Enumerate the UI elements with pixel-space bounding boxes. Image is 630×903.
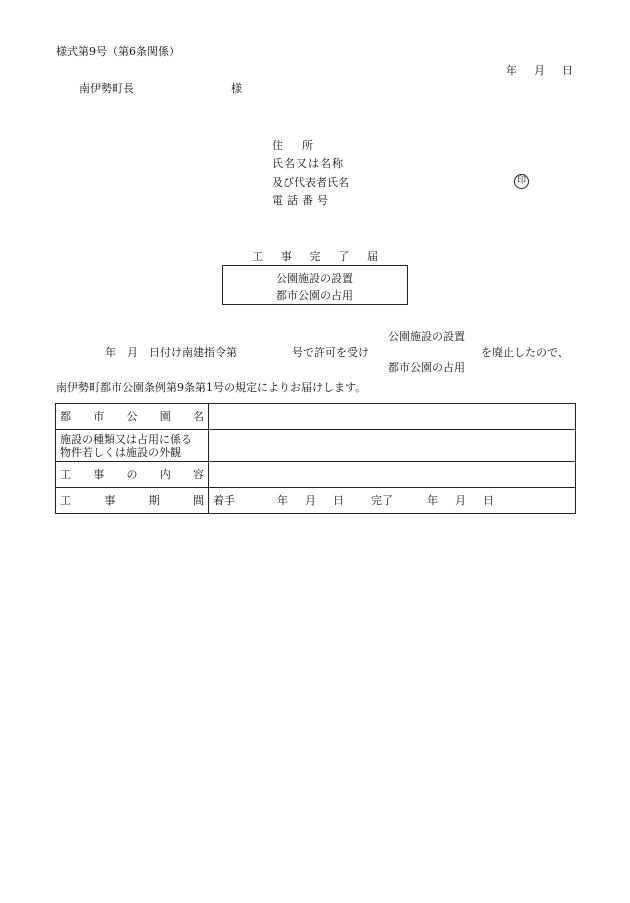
table-row xyxy=(56,430,576,462)
label-char: の xyxy=(126,468,138,481)
label-char: 名 xyxy=(193,410,204,423)
table-row xyxy=(56,404,576,430)
title-char: 届 xyxy=(367,250,378,263)
seal-mark xyxy=(514,174,529,189)
label-char: 事 xyxy=(93,468,105,481)
honorific: 様 xyxy=(231,82,242,95)
title-char: 完 xyxy=(309,250,321,263)
title-option-bottom: 都市公園の占用 xyxy=(276,289,353,302)
addressee: 南伊勢町長 xyxy=(79,82,134,95)
park-name-label xyxy=(56,404,209,430)
seal-label: 印 xyxy=(516,176,526,186)
body-regulation-line: 南伊勢町都市公園条例第9条第1号の規定によりお届けします。 xyxy=(56,381,367,394)
representative-label: 及び代表者氏名 xyxy=(272,176,349,189)
start-label: 着手 xyxy=(213,494,235,507)
label-char: 容 xyxy=(193,468,204,481)
label-char: 公 xyxy=(126,410,138,423)
label-char: 工 xyxy=(60,494,71,507)
body-number-part: 号で許可を受け xyxy=(292,346,369,359)
body-option-bottom: 都市公園の占用 xyxy=(388,361,465,374)
label-char: 事 xyxy=(104,494,116,507)
facility-type-field[interactable] xyxy=(209,430,576,462)
work-content-label xyxy=(56,462,209,488)
address-label: 住 所 xyxy=(272,139,317,152)
work-content-field[interactable] xyxy=(209,462,576,488)
work-period-label xyxy=(56,488,209,514)
end-label: 完了 xyxy=(371,494,393,507)
label-char: 内 xyxy=(159,468,171,481)
title-char: 事 xyxy=(280,250,292,263)
body-closing-part: を廃止したので、 xyxy=(481,346,569,359)
phone-label: 電話番号 xyxy=(272,194,332,207)
date-line: 年 月 日 xyxy=(506,64,576,77)
table-row xyxy=(56,462,576,488)
work-period-field[interactable] xyxy=(209,488,576,514)
title-char: 工 xyxy=(252,250,263,263)
form-table xyxy=(55,403,576,514)
form-number: 様式第9号（第6条関係） xyxy=(56,45,180,58)
name-label: 氏名又は名称 xyxy=(272,157,344,170)
label-char: 期 xyxy=(148,494,160,507)
end-date: 年 月 日 xyxy=(427,494,497,507)
title-option-top: 公園施設の設置 xyxy=(276,272,353,285)
facility-type-label-line2: 物件若しくは施設の外観 xyxy=(60,445,181,459)
label-char: 工 xyxy=(60,468,71,481)
label-char: 園 xyxy=(159,410,171,423)
facility-type-label-line1: 施設の種類又は占用に係る xyxy=(60,432,192,446)
body-date-part: 年 月 日付け南建指令第 xyxy=(105,346,237,359)
body-option-top: 公園施設の設置 xyxy=(388,330,465,343)
label-char: 市 xyxy=(93,410,105,423)
start-date: 年 月 日 xyxy=(277,494,347,507)
title-char: 了 xyxy=(338,250,350,263)
table-row xyxy=(56,488,576,514)
facility-type-label xyxy=(56,430,209,462)
park-name-field[interactable] xyxy=(209,404,576,430)
label-char: 都 xyxy=(60,410,71,423)
label-char: 間 xyxy=(192,494,204,507)
document-title xyxy=(252,251,378,262)
